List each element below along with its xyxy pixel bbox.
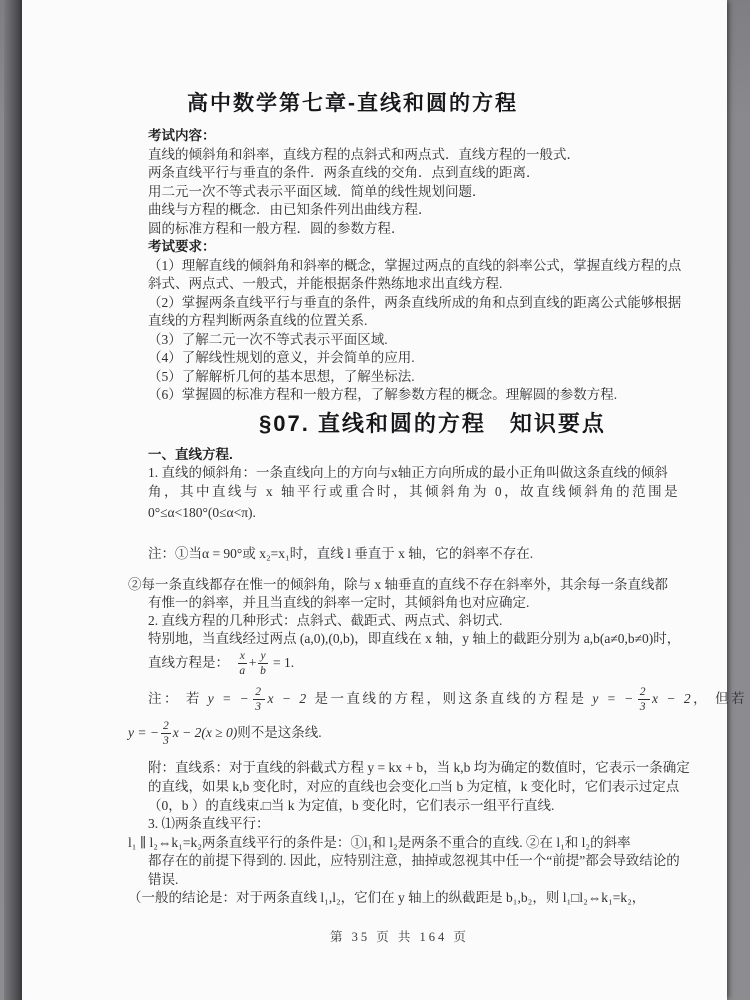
intercept-formula-line bbox=[128, 648, 647, 678]
fraction-two-thirds: $\frac{2}{3}$ bbox=[162, 719, 169, 747]
item3-text-line: （一般的结论是：对于两条直线 l₁,l₂，它们在 y 轴上的纵截距是 b₁,b₂，则 l₁□l₂⇔k₁=k₂， bbox=[128, 890, 646, 905]
math-expression: y = − $\frac{2}{3}$ x − 2 bbox=[207, 685, 309, 713]
note3-text: 注： 若 bbox=[148, 690, 208, 706]
exam-requirements-line: （4）了解线性规划的意义，并会简单的应用. bbox=[148, 350, 415, 365]
exam-requirements-line: （2）掌握两条直线平行与垂直的条件，两条直线所成的角和点到直线的距离公式能够根据 bbox=[148, 294, 682, 310]
note4-line: 附：直线系：对于直线的斜截式方程 y = kx + b，当 k,b 均为确定的数值时，它表示一条确定 bbox=[148, 760, 690, 775]
exam-content-line: 曲线与方程的概念．由已知条件列出曲线方程． bbox=[148, 202, 432, 217]
exam-requirements-line: 斜式、两点式、一般式，并能根据条件熟练地求出直线方程. bbox=[148, 276, 503, 291]
chapter-title: 高中数学第七章-直线和圆的方程 bbox=[187, 92, 518, 115]
item2-text-line: 特别地，当直线经过两点 (a,0),(0,b)，即直线在 x 轴，y 轴上的截距分别为 a,b(a≠0,b≠0)时， bbox=[148, 631, 681, 646]
exam-content-line: 两条直线平行与垂直的条件．两条直线的交角．点到直线的距离． bbox=[148, 165, 540, 180]
exam-content-line: 直线的倾斜角和斜率，直线方程的点斜式和两点式．直线方程的一般式． bbox=[148, 146, 580, 162]
angle-range-formula: 0°≤α<180°(0≤α<π). bbox=[148, 505, 256, 520]
exam-requirements-line: （5）了解解析几何的基本思想，了解坐标法. bbox=[148, 368, 415, 384]
item3-heading: 3. ⑴两条直线平行： bbox=[148, 816, 270, 831]
formula-prefix: 直线方程是： bbox=[148, 654, 236, 670]
fraction-two-thirds: $\frac{2}{3}$ bbox=[639, 685, 649, 713]
item1-text-line: 角，其中直线与 x 轴平行或重合时，其倾斜角为 0，故直线倾斜角的范围是 bbox=[148, 483, 681, 499]
page-number-footer: 第 35 页 共 164 页 bbox=[330, 929, 469, 944]
subsection-heading: 一、直线方程. bbox=[148, 446, 233, 462]
plus-operator: + bbox=[248, 654, 257, 670]
section-heading: §07. 直线和圆的方程 知识要点 bbox=[259, 410, 606, 436]
item2-text-line: 2. 直线方程的几种形式：点斜式、截距式、两点式、斜切式. bbox=[148, 613, 503, 628]
note3-line2 bbox=[128, 718, 647, 748]
exam-requirements-line: （3）了解二元一次不等式表示平面区域. bbox=[148, 331, 388, 347]
exam-requirements-line: （6）掌握圆的标准方程和一般方程，了解参数方程的概念。理解圆的参数方程. bbox=[148, 387, 618, 402]
exam-content-heading: 考试内容： bbox=[148, 128, 216, 143]
exam-content-line: 用二元一次不等式表示平面区域．简单的线性规划问题． bbox=[148, 183, 486, 199]
formula-suffix: = 1. bbox=[269, 654, 295, 670]
note3-text: 则不是这条线. bbox=[237, 724, 322, 740]
exam-requirements-line: 直线的方程判断两条直线的位置关系. bbox=[148, 313, 368, 328]
exam-requirements-heading: 考试要求： bbox=[148, 239, 216, 254]
fraction-y-over-b: $\frac{y}{b}$ bbox=[260, 649, 266, 677]
note1-line: 注：①当α = 90°或 x₂=x₁时，直线 l 垂直于 x 轴，它的斜率不存在. bbox=[148, 546, 534, 561]
note4-line: 的直线，如果 k,b 变化时，对应的直线也会变化.□当 b 为定植，k 变化时，它们表示过定点 bbox=[148, 779, 680, 794]
fraction-two-thirds: $\frac{2}{3}$ bbox=[255, 685, 264, 713]
item3-text-line: 错误. bbox=[148, 871, 179, 887]
exam-content-line: 圆的标准方程和一般方程．圆的参数方程． bbox=[148, 220, 405, 236]
note3-text: ， 但若 bbox=[693, 690, 748, 706]
math-expression: y = − $\frac{2}{3}$ x − 2 bbox=[592, 685, 694, 713]
note3-text: 是一直线的方程，则这条直线的方程是 bbox=[308, 690, 593, 706]
note4-line: （0，b ）的直线束.□当 k 为定值，b 变化时，它们表示一组平行直线. bbox=[148, 798, 555, 813]
page-left-shadow bbox=[4, 0, 22, 1000]
note2-line: ②每一条直线都存在惟一的倾斜角，除与 x 轴垂直的直线不存在斜率外，其余每一条直线都 bbox=[128, 577, 668, 592]
exam-requirements-line: （1）理解直线的倾斜角和斜率的概念，掌握过两点的直线的斜率公式，掌握直线方程的点 bbox=[148, 257, 682, 273]
page-content bbox=[22, 0, 748, 946]
note3-line1 bbox=[128, 684, 748, 714]
item3-text-line: 都存在的前提下得到的. 因此，应特别注意，抽掉或忽视其中任一个“前提”都会导致结论的 bbox=[148, 853, 680, 868]
item3-text-line: l₁ ∥ l₂⇔k₁=k₂两条直线平行的条件是：①l₁和 l₂是两条不重合的直线. ②在 l₁和 l₂的斜率 bbox=[128, 834, 631, 850]
document-page bbox=[22, 0, 748, 1000]
math-expression: y = − $\frac{2}{3}$ x − 2(x ≥ 0) bbox=[128, 719, 238, 747]
item1-text-line: 1. 直线的倾斜角：一条直线向上的方向与x轴正方向所成的最小正角叫做这条直线的倾斜 bbox=[148, 465, 668, 480]
note2-line: 有惟一的斜率，并且当直线的斜率一定时，其倾斜角也对应确定. bbox=[148, 595, 530, 610]
fraction-x-over-a: $\frac{x}{a}$ bbox=[239, 649, 246, 677]
